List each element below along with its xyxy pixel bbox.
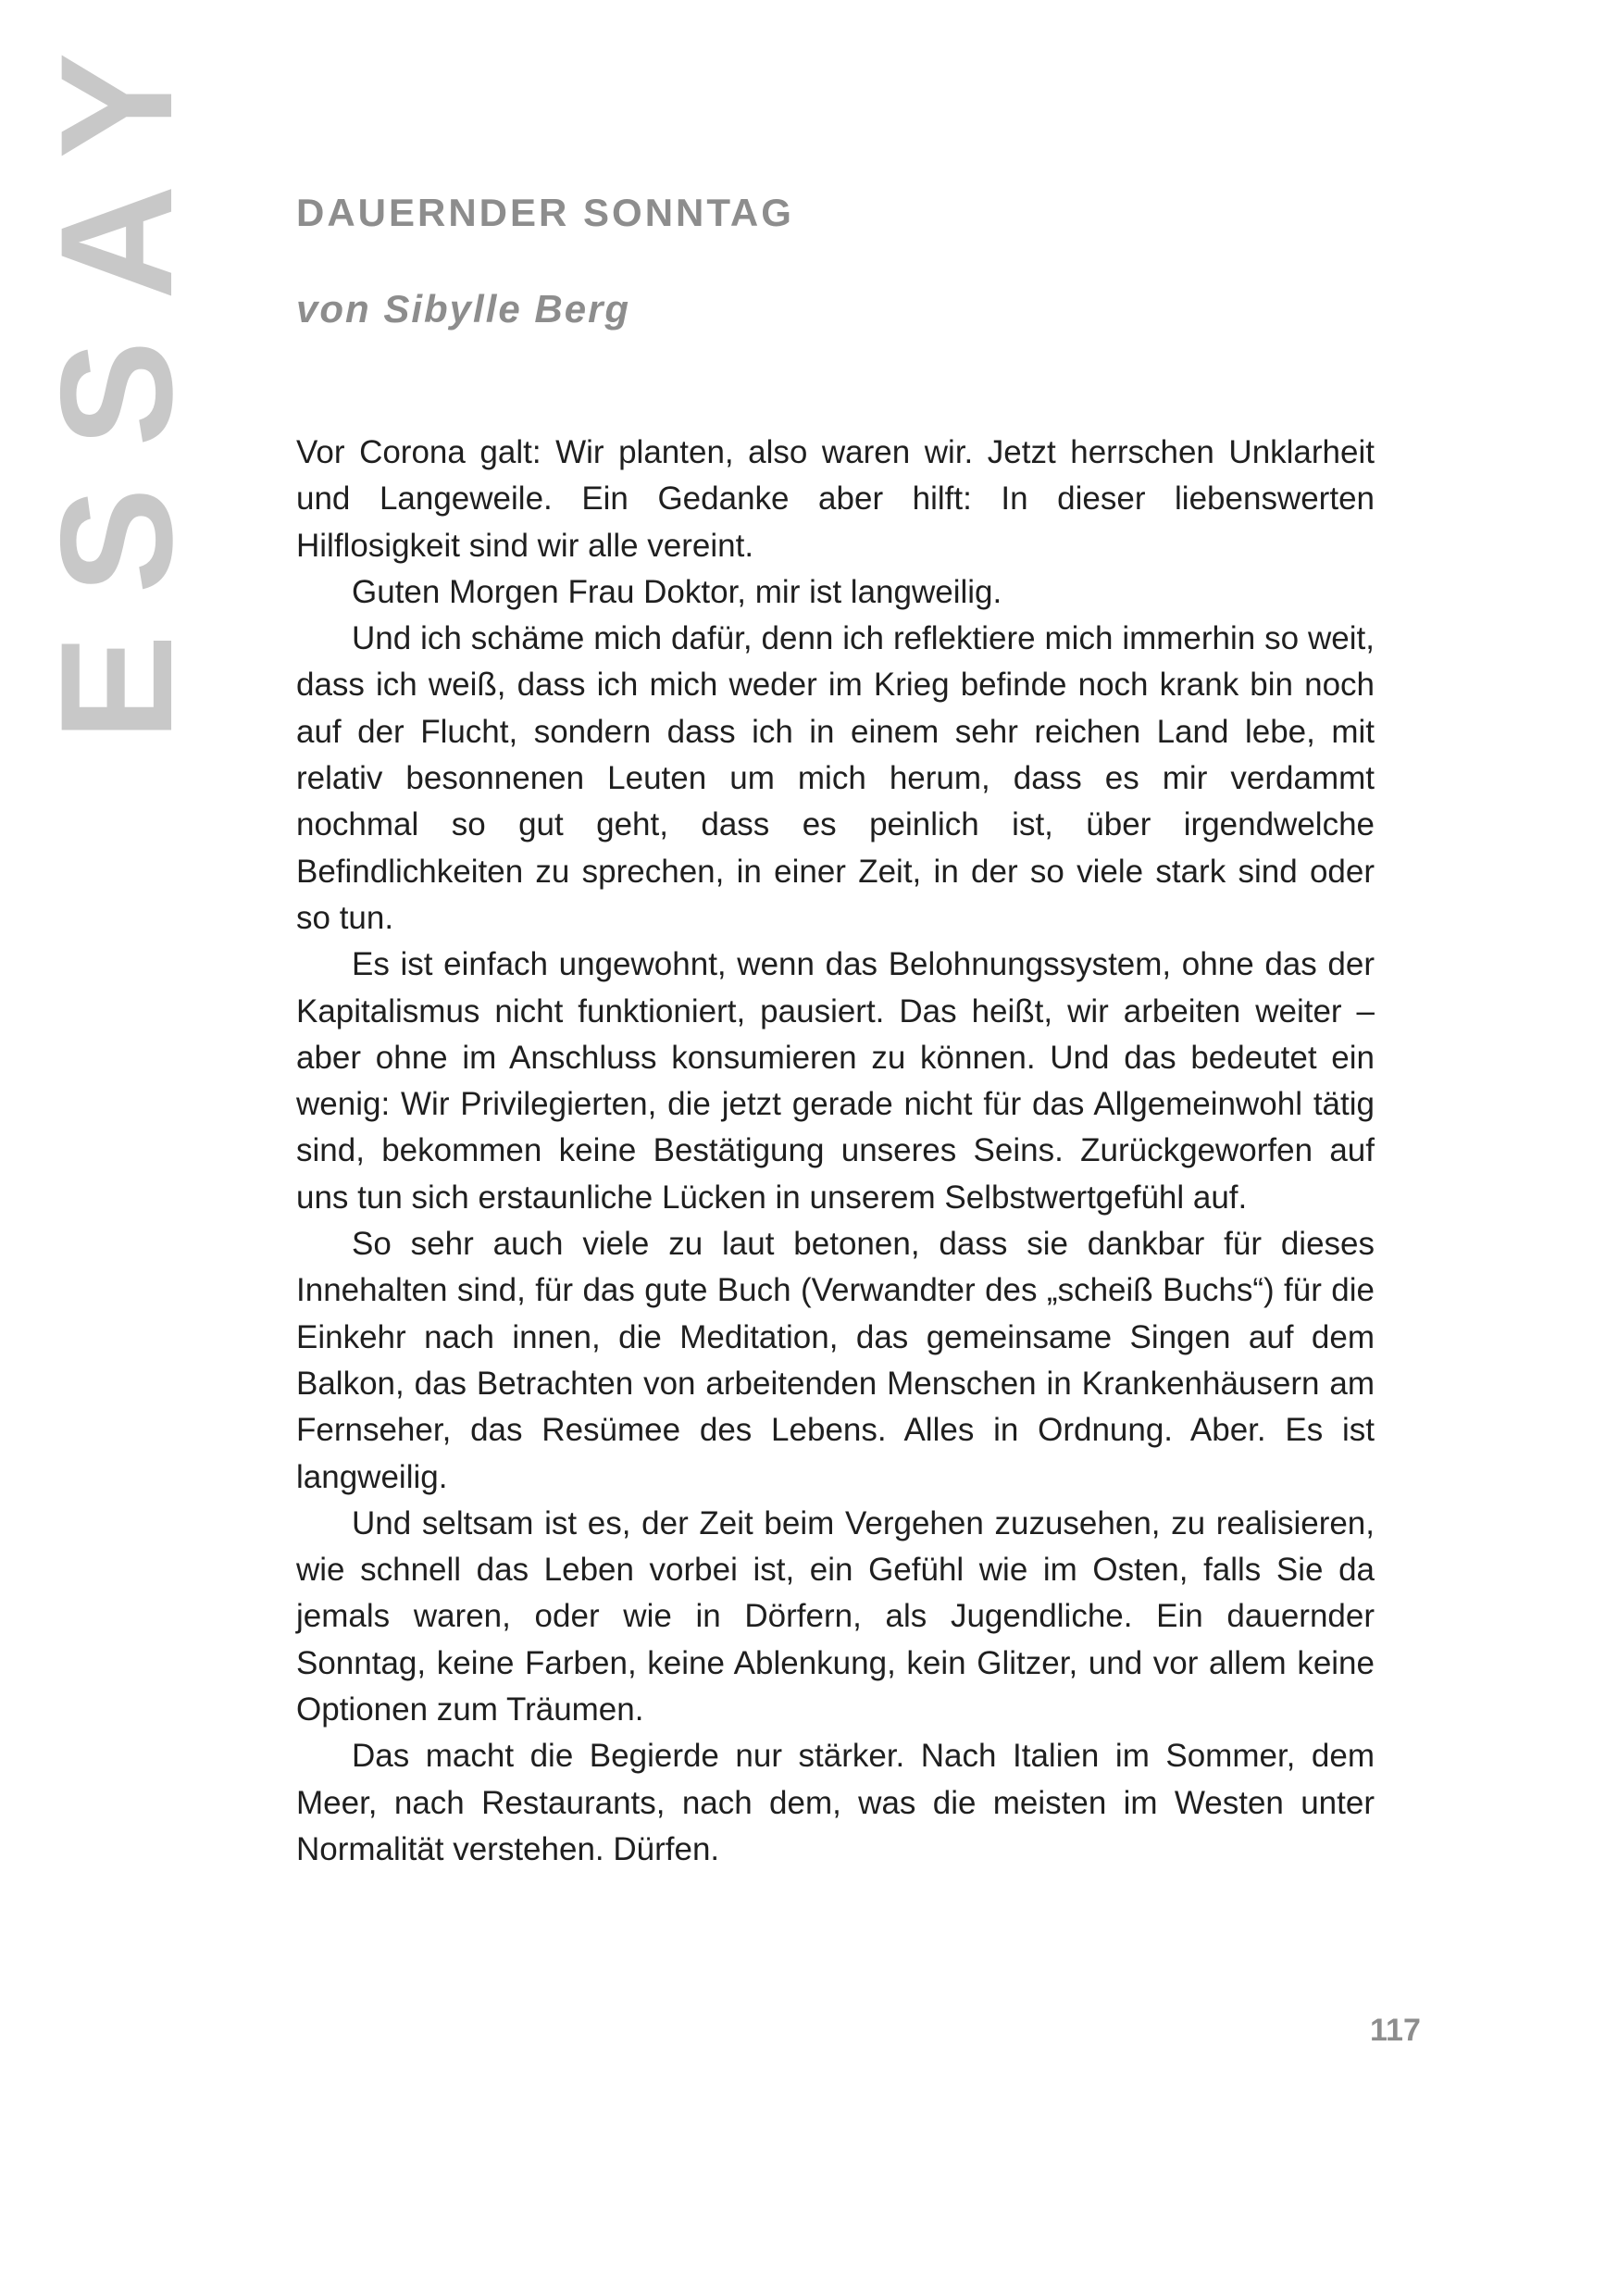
paragraph: Guten Morgen Frau Doktor, mir ist langweilig.	[352, 573, 1002, 610]
article-body	[296, 430, 1375, 1873]
paragraph: So sehr auch viele zu laut betonen, dass sie dankbar für dieses Innehalten sind, für das gute Buch (Verwandter des „scheiß Buchs“) für die Einkehr nach innen, die Meditation, das gemeinsame Singen auf dem Balkon, das Betrachten von arbeitenden Menschen in Krankenhäusern am Fernseher, das Resümee des Lebens. Alles in Ordnung. Aber. Es ist langweilig.	[296, 1226, 1375, 1495]
paragraph: Und seltsam ist es, der Zeit beim Vergehen zuzusehen, zu realisieren, wie schnell das Leben vorbei ist, ein Gefühl wie im Osten, falls Sie da jemals waren, oder wie in Dörfern, als Jugendliche. Ein dauernder Sonntag, keine Farben, keine Ablenkung, kein Glitzer, und vor allem keine Optionen zum Träumen.	[296, 1504, 1375, 1728]
paragraph: Das macht die Begierde nur stärker. Nach Italien im Sommer, dem Meer, nach Restaurants, nach dem, was die meisten im Westen unter Normalität verstehen. Dürfen.	[296, 1738, 1375, 1867]
article-author: von Sibylle Berg	[296, 287, 631, 331]
paragraph: Es ist einfach ungewohnt, wenn das Belohnungssystem, ohne das der Kapitalismus nicht funktioniert, pausiert. Das heißt, wir arbeiten weiter – aber ohne im Anschluss konsumieren zu können. Und das bedeutet ein wenig: Wir Privilegierten, die jetzt gerade nicht für das Allgemeinwohl tätig sind, bekommen keine Bestätigung unseres Seins. Zurückgeworfen auf uns tun sich erstaunliche Lücken in unserem Selbstwertgefühl auf.	[296, 946, 1375, 1216]
section-label-vertical: ESSAY	[28, 11, 205, 741]
page-number: 117	[1370, 2013, 1421, 2048]
article-title: DAUERNDER SONNTAG	[296, 191, 794, 234]
paragraph: Und ich schäme mich dafür, denn ich reflektiere mich immerhin so weit, dass ich weiß, dass ich mich weder im Krieg befinde noch krank bin noch auf der Flucht, sondern dass ich in einem sehr reichen Land lebe, mit relativ besonnenen Leuten um mich herum, dass es mir verdammt nochmal so gut geht, dass es peinlich ist, über irgendwelche Befindlichkeiten zu sprechen, in einer Zeit, in der so viele stark sind oder so tun.	[296, 620, 1375, 936]
paragraph-lead: Vor Corona galt: Wir planten, also waren wir. Jetzt herrschen Unklarheit und Langeweile. Ein Gedanke aber hilft: In dieser liebenswerten Hilflosigkeit sind wir alle vereint.	[296, 434, 1375, 564]
